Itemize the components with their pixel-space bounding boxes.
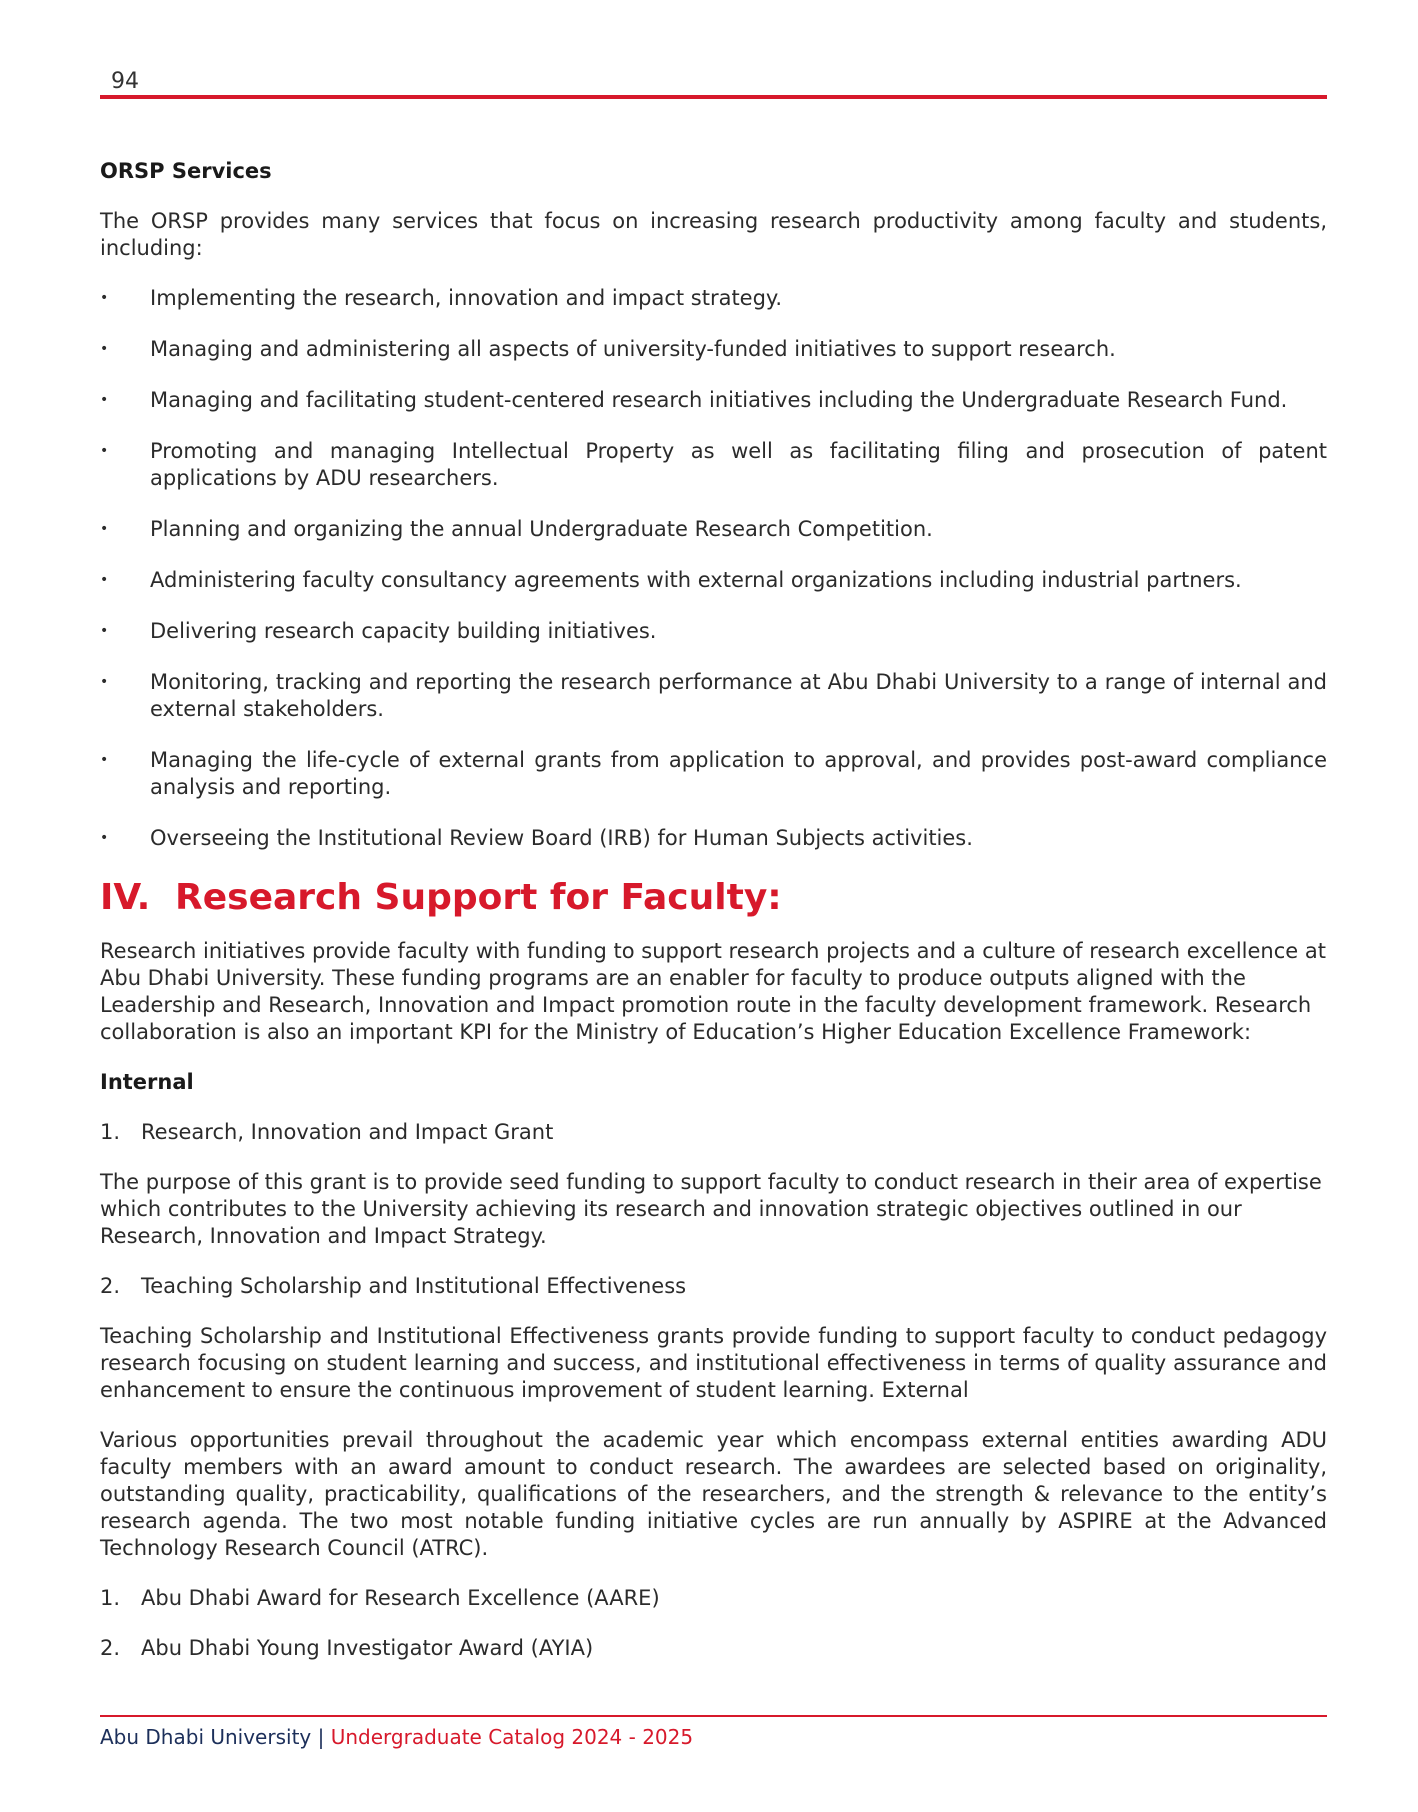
item-number: 2. bbox=[100, 1274, 121, 1298]
internal-item-description: The purpose of this grant is to provide seed funding to support faculty to conduct research in their area of expertise which contributes to the University achieving its research and innovation strategic objectives outlined in our Research, Innovation and Impact Strategy. bbox=[100, 1170, 1322, 1248]
orsp-services-heading: ORSP Services bbox=[100, 159, 272, 183]
list-item bbox=[100, 567, 1327, 594]
list-item-text: Managing the life-cycle of external grants from application to approval, and provides post-award compliance analysis and reporting. bbox=[150, 748, 1327, 799]
bullet-icon: • bbox=[100, 572, 109, 588]
list-item-text: Promoting and managing Intellectual Property as well as facilitating filing and prosecution of patent applications by ADU researchers. bbox=[150, 439, 1327, 490]
internal-item-title bbox=[100, 1119, 1327, 1146]
external-item bbox=[100, 1635, 1327, 1662]
section-intro: Research initiatives provide faculty with funding to support research projects and a culture of research excellence at Abu Dhabi University. These funding programs are an enabler for faculty to produce outputs aligned with the Leadership and Research, Innovation and Impact promotion route in the faculty development framework. Research collaboration is also an important KPI for the Ministry of Education’s Higher Education Excellence Framework: bbox=[100, 939, 1326, 1044]
item-title-text: Abu Dhabi Award for Research Excellence (AARE) bbox=[141, 1586, 660, 1610]
item-number: 2. bbox=[100, 1636, 121, 1660]
list-item-text: Planning and organizing the annual Undergraduate Research Competition. bbox=[150, 517, 933, 541]
list-item bbox=[100, 747, 1327, 801]
external-item bbox=[100, 1585, 1327, 1612]
bullet-icon: • bbox=[100, 623, 109, 639]
list-item-text: Administering faculty consultancy agreements with external organizations including industrial partners. bbox=[150, 568, 1242, 592]
internal-heading: Internal bbox=[100, 1070, 194, 1094]
item-number: 1. bbox=[100, 1586, 121, 1610]
section-numeral: IV. bbox=[100, 877, 151, 918]
section-title-text: Research Support for Faculty: bbox=[175, 877, 782, 918]
bullet-icon: • bbox=[100, 341, 109, 357]
footer bbox=[100, 1725, 693, 1749]
section-title bbox=[100, 876, 1327, 920]
list-item bbox=[100, 669, 1327, 723]
footer-catalog: Undergraduate Catalog 2024 - 2025 bbox=[330, 1725, 694, 1749]
bullet-icon: • bbox=[100, 521, 109, 537]
orsp-intro: The ORSP provides many services that focus on increasing research productivity among faculty and students, including: bbox=[100, 209, 1327, 260]
list-item-text: Monitoring, tracking and reporting the research performance at Abu Dhabi University to a range of internal and external stakeholders. bbox=[150, 670, 1327, 721]
list-item bbox=[100, 336, 1327, 363]
bullet-icon: • bbox=[100, 830, 109, 846]
bullet-icon: • bbox=[100, 392, 109, 408]
footer-university: Abu Dhabi University bbox=[100, 1725, 312, 1749]
list-item-text: Managing and administering all aspects of university-funded initiatives to support research. bbox=[150, 337, 1116, 361]
page-number: 94 bbox=[111, 69, 139, 94]
list-item bbox=[100, 285, 1327, 312]
header-divider bbox=[100, 95, 1327, 99]
internal-item-description: Teaching Scholarship and Institutional Effectiveness grants provide funding to support faculty to conduct pedagogy research focusing on student learning and success, and institutional effectiveness in terms of quality assurance and enhancement to ensure the continuous improvement of student learning. External bbox=[100, 1324, 1327, 1402]
item-title-text: Teaching Scholarship and Institutional Effectiveness bbox=[141, 1274, 687, 1298]
bullet-icon: • bbox=[100, 674, 109, 690]
external-paragraph: Various opportunities prevail throughout the academic year which encompass external entities awarding ADU faculty members with an award amount to conduct research. The awardees are selected based on originality, outstanding quality, practicability, qualifications of the researchers, and the strength & relevance to the entity’s research agenda. The two most notable funding initiative cycles are run annually by ASPIRE at the Advanced Technology Research Council (ATRC). bbox=[100, 1428, 1327, 1560]
footer-divider bbox=[100, 1715, 1327, 1717]
bullet-icon: • bbox=[100, 752, 109, 768]
list-item bbox=[100, 618, 1327, 645]
bullet-icon: • bbox=[100, 290, 109, 306]
list-item-text: Delivering research capacity building initiatives. bbox=[150, 619, 657, 643]
list-item-text: Overseeing the Institutional Review Board (IRB) for Human Subjects activities. bbox=[150, 826, 973, 850]
internal-item-title bbox=[100, 1273, 1327, 1300]
item-number: 1. bbox=[100, 1120, 121, 1144]
bullet-icon: • bbox=[100, 443, 109, 459]
orsp-services-list bbox=[100, 285, 1327, 852]
list-item-text: Managing and facilitating student-centered research initiatives including the Undergraduate Research Fund. bbox=[150, 388, 1288, 412]
list-item bbox=[100, 387, 1327, 414]
item-title-text: Abu Dhabi Young Investigator Award (AYIA) bbox=[141, 1636, 594, 1660]
page-content bbox=[100, 158, 1327, 1685]
footer-separator: | bbox=[317, 1725, 325, 1749]
list-item bbox=[100, 825, 1327, 852]
list-item bbox=[100, 438, 1327, 492]
item-title-text: Research, Innovation and Impact Grant bbox=[141, 1120, 554, 1144]
list-item bbox=[100, 516, 1327, 543]
list-item-text: Implementing the research, innovation and impact strategy. bbox=[150, 286, 783, 310]
